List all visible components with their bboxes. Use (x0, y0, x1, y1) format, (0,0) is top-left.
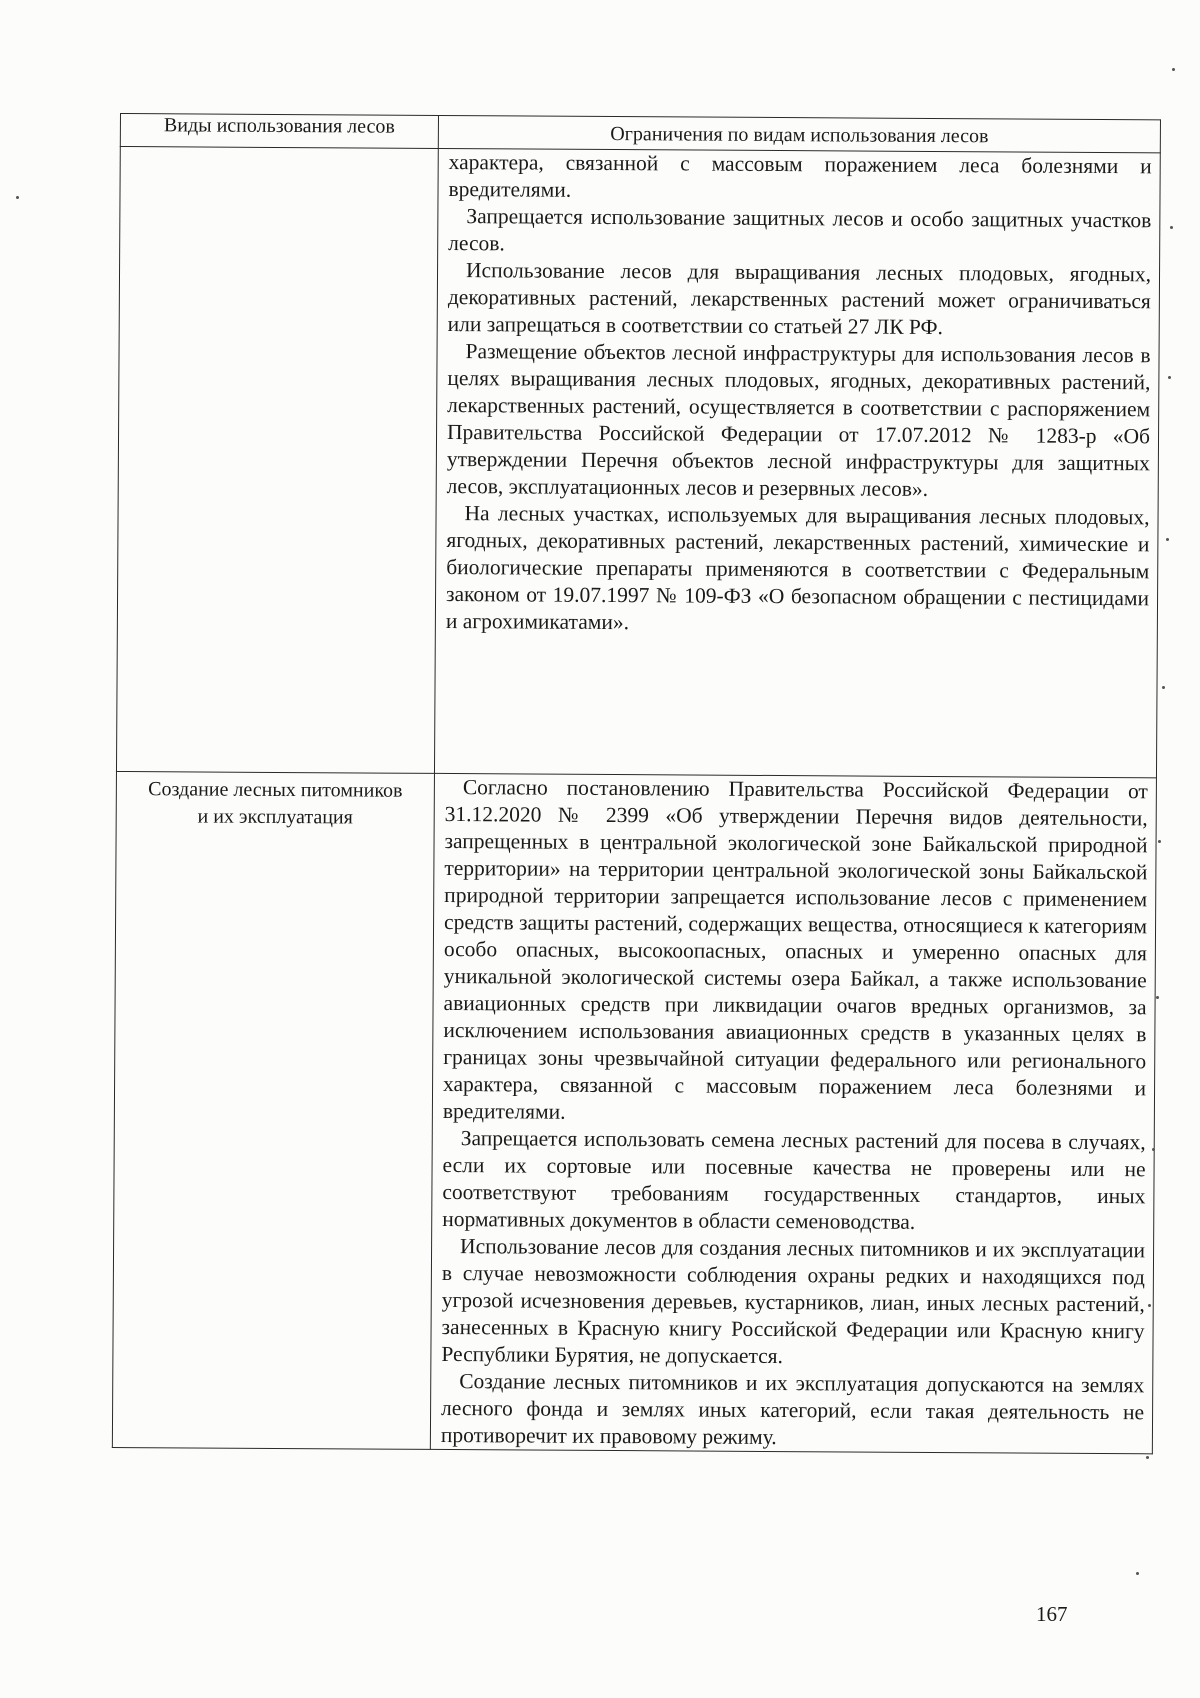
restriction-paragraph: Запрещается использовать семена лесных растений для посева в случаях, если их сортовые или посевные качества не проверены или не соответствуют требованиям государственных стандартов, иных нормативных документов в области семеноводства. (442, 1126, 1146, 1234)
scan-speck (16, 196, 19, 199)
scan-speck (1170, 226, 1173, 229)
header-forest-use-types: Виды использования лесов (120, 114, 438, 149)
scan-speck (1172, 68, 1175, 71)
row-restrictions-cell (434, 148, 1160, 777)
scan-speck (1162, 686, 1165, 689)
scan-speck (1156, 996, 1159, 999)
restriction-paragraph: характера, связанной с массовым поражением леса болезнями и вредителями. (448, 150, 1152, 202)
restriction-paragraph: Запрещается использование защитных лесов и особо защитных участков лесов. (448, 204, 1152, 256)
forest-use-restrictions-table (112, 113, 1161, 1454)
restriction-paragraph: На лесных участках, используемых для выращивания лесных плодовых, ягодных, декоративных растений, лекарственных растений, химические и биологические препараты применяются в соответствии с Федеральным законом от 19.07.1997 № 109-ФЗ «О безопасном обращении с пестицидами и агрохимикатами». (445, 501, 1150, 635)
restriction-paragraph: Использование лесов для создания лесных питомников и их эксплуатации в случае невозможности соблюдения охраны редких и находящихся под угрозой исчезновения деревьев, кустарников, лиан, иных лесных растений, занесенных в Красную книгу Российской Федерации или Красную книгу Республики Бурятия, не допускается. (441, 1234, 1146, 1369)
restriction-paragraph: Размещение объектов лесной инфраструктуры для использования лесов в целях выращивания лесных плодовых, ягодных, декоративных растений, лекарственных растений, осуществляется в соответствии с распоряжением Правительства Российской Федерации от 17.07.2012 № 1283-р «Об утверждении Перечня объектов лесной инфраструктуры для защитных лесов, эксплуатационных лесов и резервных лесов». (446, 339, 1151, 501)
restriction-paragraph: Создание лесных питомников и их эксплуатация допускаются на землях лесного фонда и землях иных категорий, если такая деятельность не противоречит их правовому режиму. (440, 1369, 1145, 1450)
row-type-cell: Создание лесных питомников и их эксплуатация (112, 771, 434, 1449)
scan-speck (1166, 538, 1169, 541)
restriction-paragraph: Согласно постановлению Правительства Российской Федерации от 31.12.2020 № 2399 «Об утверждении Перечня видов деятельности, запрещенных в центральной экологической зоне Байкальской природной территории» на территории центральной экологической зоны Байкальской природной территории запрещается использование лесов с применением средств защиты растений, содержащих вещества, относящиеся к категориям особо опасных, высокоопасных, опасных и умеренно опасных для уникальной экологической системы озера Байкал, а также использование авиационных средств при ликвидации очагов вредных организмов, за исключением использования авиационных средств в указанных целях в границах зоны чрезвычайной ситуации федерального или регионального характера, связанной с массовым поражением леса болезнями и вредителями. (442, 775, 1148, 1124)
scan-speck (1168, 376, 1171, 379)
restriction-paragraph: Использование лесов для выращивания лесных плодовых, ягодных, декоративных растений, лекарственных растений может ограничиваться или запрещаться в соответствии со статьей 27 ЛК РФ. (447, 258, 1152, 340)
table-row (112, 771, 1156, 1453)
row-restrictions-cell (430, 773, 1156, 1453)
header-restrictions: Ограничения по видам использования лесов (438, 115, 1160, 152)
scan-speck (1152, 1148, 1155, 1151)
scan-speck (1146, 1456, 1149, 1459)
row-type-cell (116, 147, 438, 774)
scan-speck (1136, 1572, 1139, 1575)
page-number: 167 (1036, 1602, 1068, 1626)
table-row (116, 147, 1160, 778)
scan-speck (1148, 1304, 1151, 1307)
scan-speck (1158, 840, 1161, 843)
